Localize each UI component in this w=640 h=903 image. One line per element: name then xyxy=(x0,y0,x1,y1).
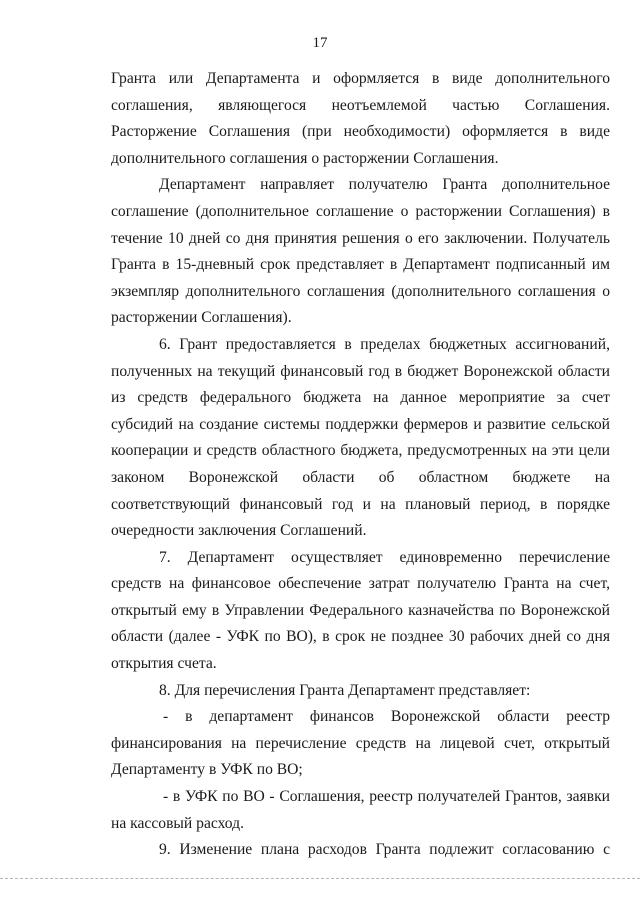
document-body xyxy=(111,66,610,864)
paragraph-item-6: 6. Грант предоставляется в пределах бюджетных ассигнований, полученных на текущий финансовый год в бюджет Воронежской области из средств федерального бюджета на данное мероприятие за счет субсидий на создание системы поддержки фермеров и развитие сельской кооперации и средств областного бюджета, предусмотренных на эти цели законом Воронежской области об областном бюджете на соответствующий финансовый год и на плановый период, в порядке очередности заключения Соглашений. xyxy=(111,335,610,540)
paragraph-department-sends: Департамент направляет получателю Гранта дополнительное соглашение (дополнительное соглашение о расторжении Соглашения) в течение 10 дней со дня принятия решения о его заключении. Получатель Гранта в 15-дневный срок представляет в Департамент подписанный им экземпляр дополнительного соглашения (дополнительного соглашения о расторжении Соглашения). xyxy=(111,176,610,327)
paragraph-item-7: 7. Департамент осуществляет единовременно перечисление средств на финансовое обеспечение затрат получателю Гранта на счет, открытый ему в Управлении Федерального казначейства по Воронежской области (далее - УФК по ВО), в срок не позднее 30 рабочих дней со дня открытия счета. xyxy=(111,548,610,673)
paragraph-continuation: Гранта или Департамента и оформляется в виде дополнительного соглашения, являющегося неотъемлемой частью Соглашения. Расторжение Соглашения (при необходимости) оформляется в виде дополнительного соглашения о расторжении Соглашения. xyxy=(111,70,610,167)
list-item-finance-department: - в департамент финансов Воронежской области реестр финансирования на перечисление средств на лицевой счет, открытый Департаменту в УФК по ВО; xyxy=(111,708,610,779)
page-bottom-divider xyxy=(0,878,640,879)
paragraph-item-8: 8. Для перечисления Гранта Департамент представляет: xyxy=(159,681,531,699)
page-number: 17 xyxy=(312,35,328,51)
paragraph-item-9: 9. Изменение плана расходов Гранта подлежит согласованию с xyxy=(159,841,610,859)
list-item-ufk: - в УФК по ВО - Соглашения, реестр получателей Грантов, заявки на кассовый расход. xyxy=(111,788,610,832)
